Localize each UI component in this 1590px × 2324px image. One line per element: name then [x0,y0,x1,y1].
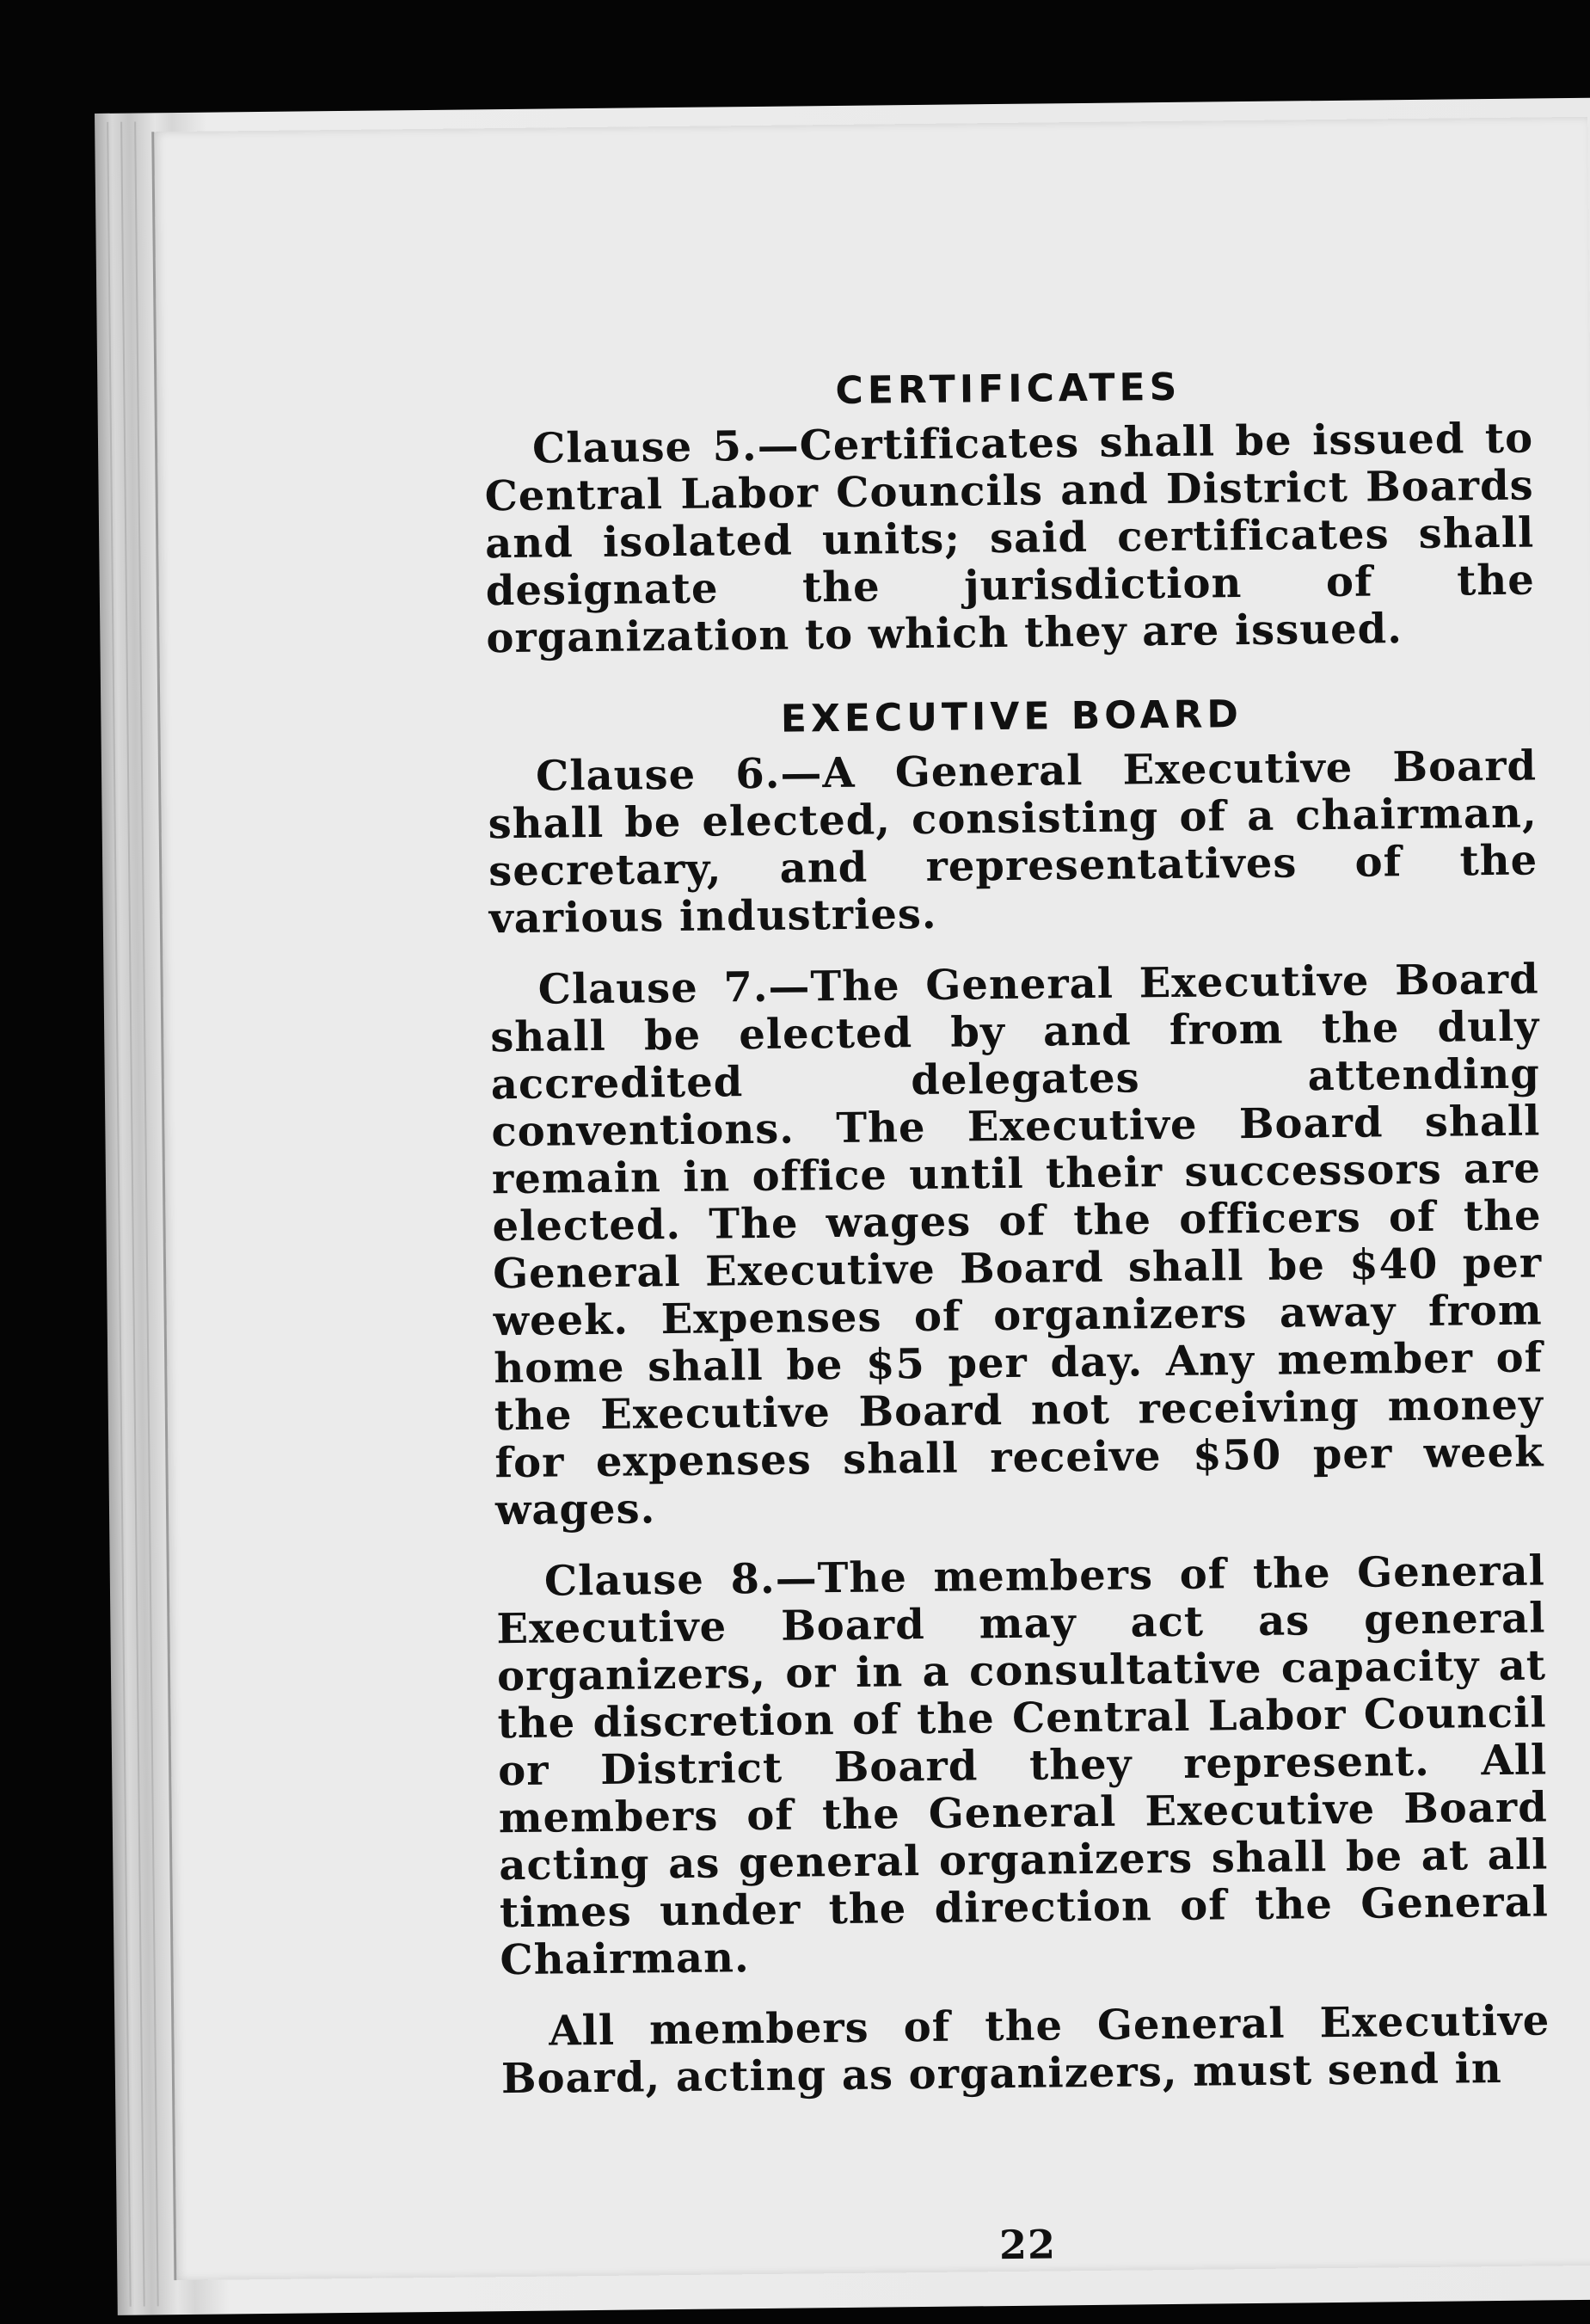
page-content [483,359,1550,2269]
clause-paragraph: Clause 7.—The General Executive Board shall be elected by and from the duly accredited delegates attending conventions. The Executive Board shall remain in office until their successors are elected. The wages of the officers of the General Executive Board shall be $40 per week. Expenses of organizers away from home shall be $5 per day. Any member of the Executive Board not receiving money for expenses shall receive $50 per week wages. [489,955,1544,1535]
page-edge-line [107,122,132,2307]
clause-paragraph: Clause 5.—Certificates shall be issued to Central Labor Councils and District Boards and isolated units; said certificates shall designate the jurisdiction of the organization to which they are issued. [484,414,1536,663]
clause-paragraph: All members of the General Executive Board, acting as organizers, must send in [500,1996,1550,2104]
section-heading: EXECUTIVE BOARD [780,692,1243,741]
clause-paragraph: Clause 6.—A General Executive Board shall be elected, consisting of a chairman, secretary, and representatives of the various industries. [488,741,1538,944]
section-certificates [483,359,1536,663]
page-number: 22 [998,2221,1057,2269]
page-edge-line [120,122,145,2307]
book-page-stack [95,98,1590,2315]
section-executive-board [487,686,1550,2103]
book-page [151,117,1590,2280]
clause-paragraph: Clause 8.—The members of the General Executive Board may act as general organizers, or in a consultative capacity at the discretion of the Central Labor Council or District Board they represent. All members of the General Executive Board acting as general organizers shall be at all times under the direction of the General Chairman. [496,1546,1550,1985]
section-heading: CERTIFICATES [835,365,1182,413]
